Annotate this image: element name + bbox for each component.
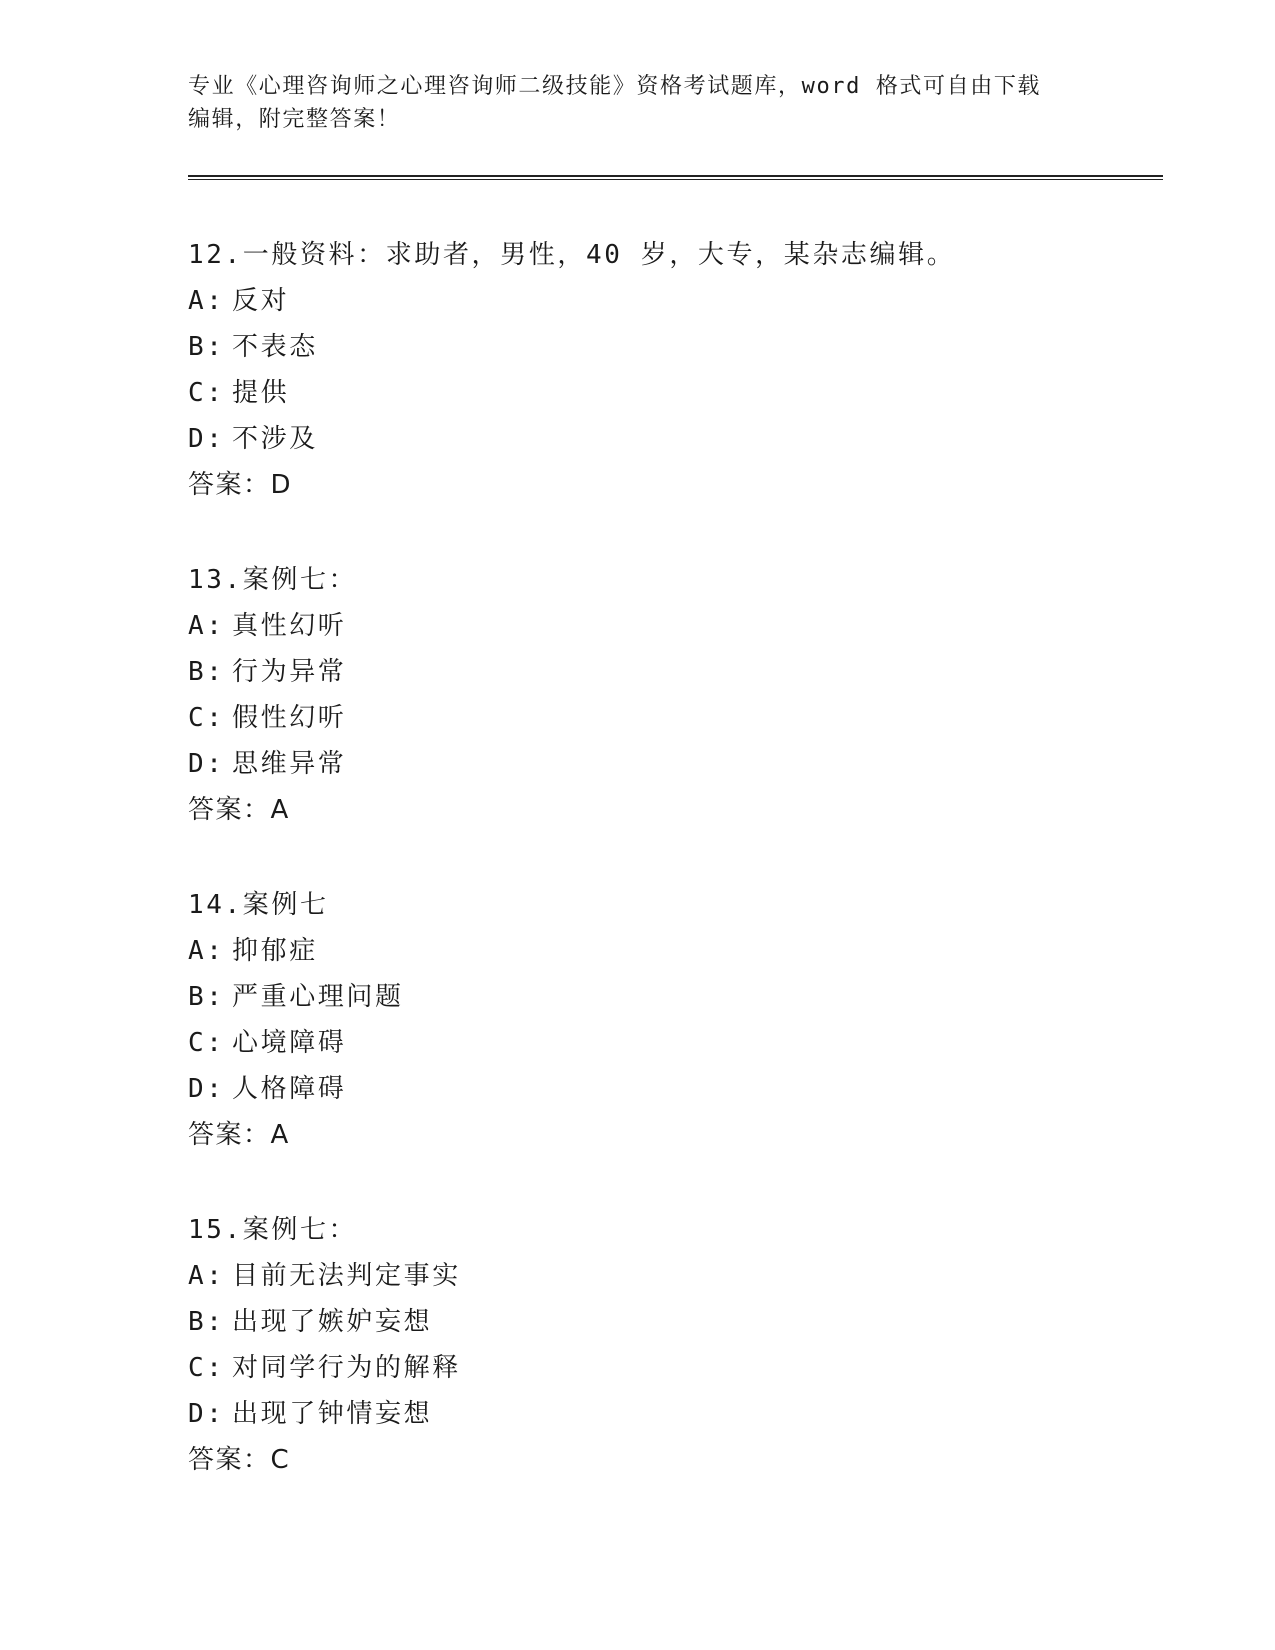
answer-line: 答案：C: [188, 1445, 291, 1475]
option-text: 提供: [232, 378, 290, 408]
question-14: [188, 882, 1163, 1158]
question-13: [188, 557, 1163, 833]
option-d: [188, 416, 1163, 462]
option-letter: D:: [188, 424, 225, 454]
option-a: [188, 928, 1163, 974]
question-title: 15.案例七：: [188, 1215, 358, 1245]
option-c: [188, 1020, 1163, 1066]
option-letter: A:: [188, 936, 225, 966]
option-c: [188, 370, 1163, 416]
option-d: [188, 1066, 1163, 1112]
option-a: [188, 1253, 1163, 1299]
option-text: 假性幻听: [232, 703, 347, 733]
question-15: [188, 1207, 1163, 1483]
option-a: [188, 603, 1163, 649]
question-12: [188, 232, 1163, 508]
option-a: [188, 278, 1163, 324]
option-text: 不涉及: [232, 424, 318, 454]
option-text: 出现了嫉妒妄想: [232, 1307, 433, 1337]
option-letter: A:: [188, 286, 225, 316]
option-text: 反对: [232, 286, 290, 316]
header-line-2: 编辑，附完整答案！: [188, 107, 401, 132]
option-c: [188, 695, 1163, 741]
question-title: 12.一般资料：求助者，男性，40 岁，大专，某杂志编辑。: [188, 240, 956, 270]
option-letter: B:: [188, 1307, 225, 1337]
option-text: 对同学行为的解释: [232, 1353, 461, 1383]
question-title: 13.案例七：: [188, 565, 358, 595]
header-line-1: 专业《心理咨询师之心理咨询师二级技能》资格考试题库，word 格式可自由下载: [188, 74, 1042, 99]
question-list: [188, 232, 1163, 1483]
option-b: [188, 324, 1163, 370]
option-text: 人格障碍: [232, 1074, 347, 1104]
option-text: 出现了钟情妄想: [232, 1399, 433, 1429]
option-b: [188, 649, 1163, 695]
option-text: 行为异常: [232, 657, 347, 687]
option-letter: B:: [188, 657, 225, 687]
option-c: [188, 1345, 1163, 1391]
answer-line: 答案：A: [188, 795, 290, 825]
option-letter: A:: [188, 611, 225, 641]
option-letter: C:: [188, 378, 225, 408]
answer-line: 答案：D: [188, 470, 293, 500]
option-b: [188, 974, 1163, 1020]
option-text: 抑郁症: [232, 936, 318, 966]
option-text: 真性幻听: [232, 611, 347, 641]
option-text: 不表态: [232, 332, 318, 362]
option-text: 心境障碍: [232, 1028, 347, 1058]
header-divider: [188, 175, 1163, 180]
option-d: [188, 741, 1163, 787]
option-text: 目前无法判定事实: [232, 1261, 461, 1291]
option-letter: B:: [188, 982, 225, 1012]
document-page: [188, 70, 1163, 1532]
answer-line: 答案：A: [188, 1120, 290, 1150]
option-text: 思维异常: [232, 749, 347, 779]
option-letter: C:: [188, 1353, 225, 1383]
option-letter: C:: [188, 1028, 225, 1058]
option-letter: D:: [188, 749, 225, 779]
option-letter: A:: [188, 1261, 225, 1291]
option-letter: B:: [188, 332, 225, 362]
option-letter: D:: [188, 1074, 225, 1104]
option-letter: D:: [188, 1399, 225, 1429]
option-d: [188, 1391, 1163, 1437]
option-letter: C:: [188, 703, 225, 733]
option-b: [188, 1299, 1163, 1345]
document-header: [188, 70, 1088, 136]
question-title: 14.案例七: [188, 890, 329, 920]
option-text: 严重心理问题: [232, 982, 404, 1012]
